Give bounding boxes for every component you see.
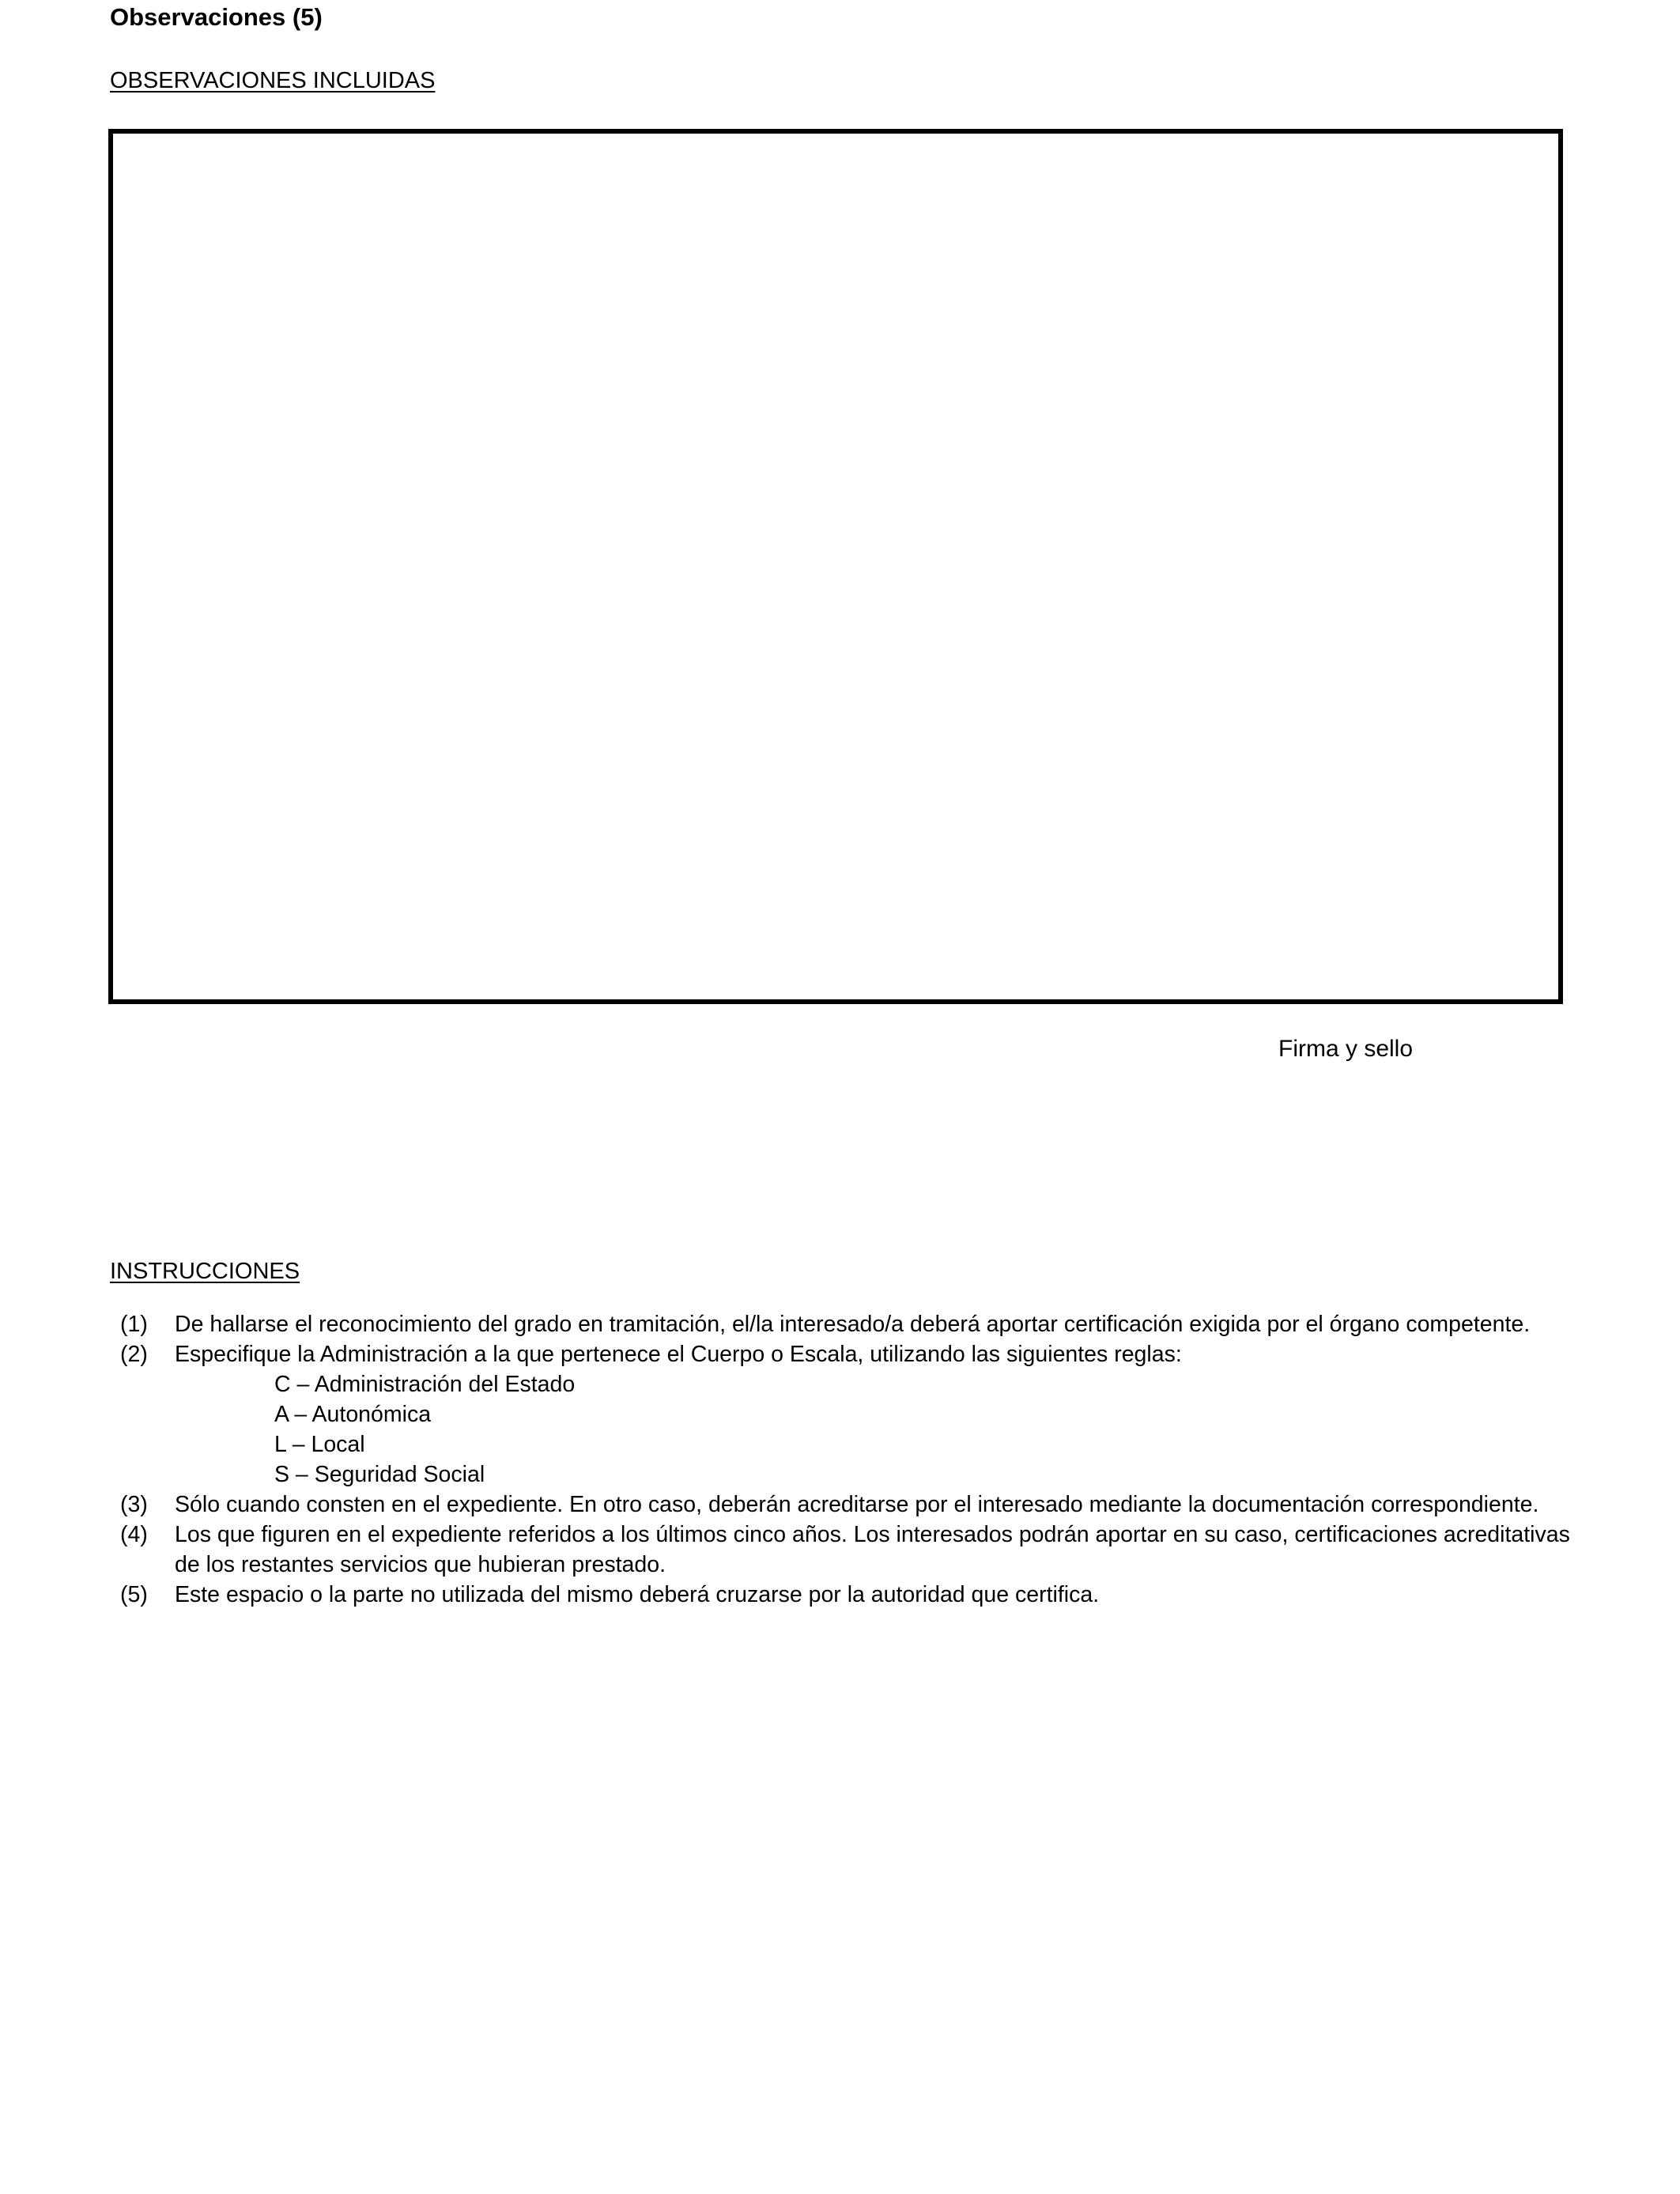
instrucciones-heading: INSTRUCCIONES xyxy=(110,1259,300,1284)
instruction-item-3 xyxy=(110,1490,1580,1520)
rule-item-s: S – Seguridad Social xyxy=(274,1462,485,1487)
instruction-text: Sólo cuando consten en el expediente. En otro caso, deberán acreditarse por el interesado mediante la documentación correspondiente. xyxy=(175,1492,1539,1517)
rule-item-l: L – Local xyxy=(274,1432,365,1457)
instruction-text: Este espacio o la parte no utilizada del mismo deberá cruzarse por la autoridad que certifica. xyxy=(175,1582,1100,1607)
instruction-body xyxy=(175,1520,1580,1580)
rule-item-a: A – Autonómica xyxy=(274,1402,432,1427)
rule-item-c: C – Administración del Estado xyxy=(274,1372,576,1397)
observaciones-heading: OBSERVACIONES INCLUIDAS xyxy=(110,68,436,93)
instruction-item-5 xyxy=(110,1580,1580,1610)
instruction-body xyxy=(175,1580,1580,1610)
instruction-body xyxy=(175,1339,1580,1490)
instruction-number: (2) xyxy=(120,1342,148,1367)
instruction-body xyxy=(175,1309,1580,1339)
instruction-item-4 xyxy=(110,1520,1580,1580)
instructions-list xyxy=(110,1309,1580,1610)
instruction-text: Especifique la Administración a la que pertenece el Cuerpo o Escala, utilizando las siguientes reglas: xyxy=(175,1342,1182,1367)
instruction-text: De hallarse el reconocimiento del grado en tramitación, el/la interesado/a deberá aportar certificación exigida por el órgano competente. xyxy=(175,1312,1531,1337)
page-title: Observaciones (5) xyxy=(110,3,323,31)
instruction-number: (5) xyxy=(120,1582,148,1607)
instruction-text: Los que figuren en el expediente referidos a los últimos cinco años. Los interesados podrán aportar en su caso, certificaciones acreditativas de los restantes servicios que hubieran prestado. xyxy=(175,1522,1570,1577)
instruction-item-2 xyxy=(110,1339,1580,1490)
signature-label: Firma y sello xyxy=(1278,1036,1414,1062)
instruction-item-1 xyxy=(110,1309,1580,1339)
administration-rules-list xyxy=(175,1369,1580,1490)
instruction-body xyxy=(175,1490,1580,1520)
instruction-number: (4) xyxy=(120,1522,148,1547)
observaciones-box[interactable] xyxy=(108,129,1563,1004)
instruction-number: (3) xyxy=(120,1492,148,1517)
instruction-number: (1) xyxy=(120,1312,148,1337)
